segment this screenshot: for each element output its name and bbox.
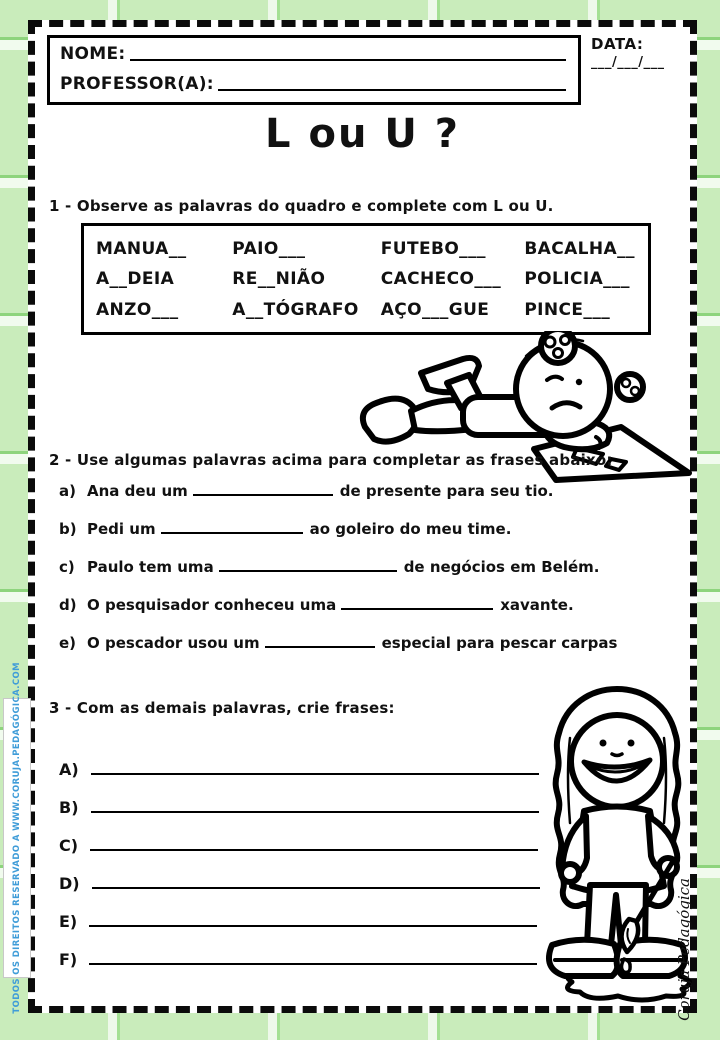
fill-blank bbox=[265, 633, 375, 648]
sentence-item bbox=[59, 633, 676, 671]
copyright-text: TODOS OS DIREITOS RESERVADO A WWW.CORUJA.PEDAGÓGICA.COM bbox=[12, 662, 22, 1014]
date-box bbox=[591, 35, 665, 70]
sentence-after: especial para pescar carpas bbox=[381, 634, 618, 652]
question2-instruction: 2 - Use algumas palavras acima para completar as frases abaixo: bbox=[49, 451, 613, 469]
fill-blank bbox=[161, 519, 303, 534]
professor-label: PROFESSOR(A): bbox=[60, 74, 214, 94]
copyright-strip bbox=[3, 662, 31, 1014]
item-label: a) bbox=[59, 482, 76, 500]
sentence-before: O pesquisador conheceu uma bbox=[87, 596, 337, 614]
item-label: d) bbox=[59, 596, 77, 614]
line-label: F) bbox=[59, 950, 78, 969]
write-line bbox=[89, 963, 537, 965]
write-line-row bbox=[59, 741, 540, 779]
brand-text: Coruja Pedagógica bbox=[675, 877, 693, 1021]
name-row bbox=[60, 44, 568, 64]
write-line bbox=[92, 887, 540, 889]
write-line bbox=[91, 811, 539, 813]
write-line-row bbox=[59, 893, 540, 931]
item-label: c) bbox=[59, 558, 75, 576]
sentence-item bbox=[59, 595, 676, 633]
question2-items bbox=[59, 481, 676, 671]
write-line-row bbox=[59, 817, 540, 855]
word-cell: AÇO___GUE bbox=[380, 299, 490, 320]
question3-instruction: 3 - Com as demais palavras, crie frases: bbox=[49, 699, 395, 717]
brand-mark bbox=[671, 877, 697, 1021]
header-box bbox=[47, 35, 581, 105]
name-write-line bbox=[130, 45, 566, 61]
page-title: L ou U ? bbox=[265, 111, 460, 157]
sentence-before: Pedi um bbox=[87, 520, 156, 538]
word-cell: MANUA__ bbox=[96, 238, 187, 259]
professor-write-line bbox=[218, 75, 566, 91]
word-cell: CACHECO___ bbox=[380, 269, 502, 289]
fill-blank bbox=[341, 595, 493, 610]
line-label: D) bbox=[59, 874, 80, 893]
write-line-row bbox=[59, 855, 540, 893]
sentence-item bbox=[59, 481, 676, 519]
word-cell: BACALHA__ bbox=[524, 238, 635, 259]
fill-blank bbox=[193, 481, 333, 496]
word-cell: PAIO___ bbox=[232, 238, 306, 259]
word-cell: RE__NIÃO bbox=[232, 269, 326, 289]
question1-instruction: 1 - Observe as palavras do quadro e complete com L ou U. bbox=[49, 197, 554, 215]
word-cell: PINCE___ bbox=[524, 299, 611, 320]
line-label: C) bbox=[59, 836, 79, 855]
word-cell: POLICIA___ bbox=[524, 269, 630, 289]
worksheet-page bbox=[28, 20, 697, 1013]
sentence-item bbox=[59, 519, 676, 557]
fill-blank bbox=[219, 557, 397, 572]
sentence-after: de negócios em Belém. bbox=[403, 558, 600, 576]
line-label: E) bbox=[59, 912, 78, 931]
write-line bbox=[89, 925, 537, 927]
word-cell: A__DEIA bbox=[96, 269, 175, 289]
date-blanks: ___/___/___ bbox=[591, 55, 665, 70]
question3-lines bbox=[59, 741, 540, 969]
write-line-row bbox=[59, 779, 540, 817]
write-line-row bbox=[59, 931, 540, 969]
sentence-after: ao goleiro do meu time. bbox=[309, 520, 512, 538]
professor-row bbox=[60, 74, 568, 94]
word-cell: A__TÓGRAFO bbox=[232, 299, 359, 320]
name-label: NOME: bbox=[60, 44, 126, 64]
sentence-item bbox=[59, 557, 676, 595]
item-label: b) bbox=[59, 520, 77, 538]
word-cell: ANZO___ bbox=[96, 299, 179, 320]
line-label: B) bbox=[59, 798, 79, 817]
line-label: A) bbox=[59, 760, 79, 779]
sentence-after: xavante. bbox=[500, 596, 574, 614]
date-label: DATA: bbox=[591, 35, 644, 53]
item-label: e) bbox=[59, 634, 77, 652]
word-cell: FUTEBO___ bbox=[380, 238, 486, 259]
write-line bbox=[90, 849, 538, 851]
write-line bbox=[91, 773, 539, 775]
sentence-before: Paulo tem uma bbox=[87, 558, 214, 576]
word-table bbox=[81, 223, 651, 335]
sentence-before: O pescador usou um bbox=[87, 634, 260, 652]
sentence-before: Ana deu um bbox=[87, 482, 188, 500]
sentence-after: de presente para seu tio. bbox=[339, 482, 554, 500]
